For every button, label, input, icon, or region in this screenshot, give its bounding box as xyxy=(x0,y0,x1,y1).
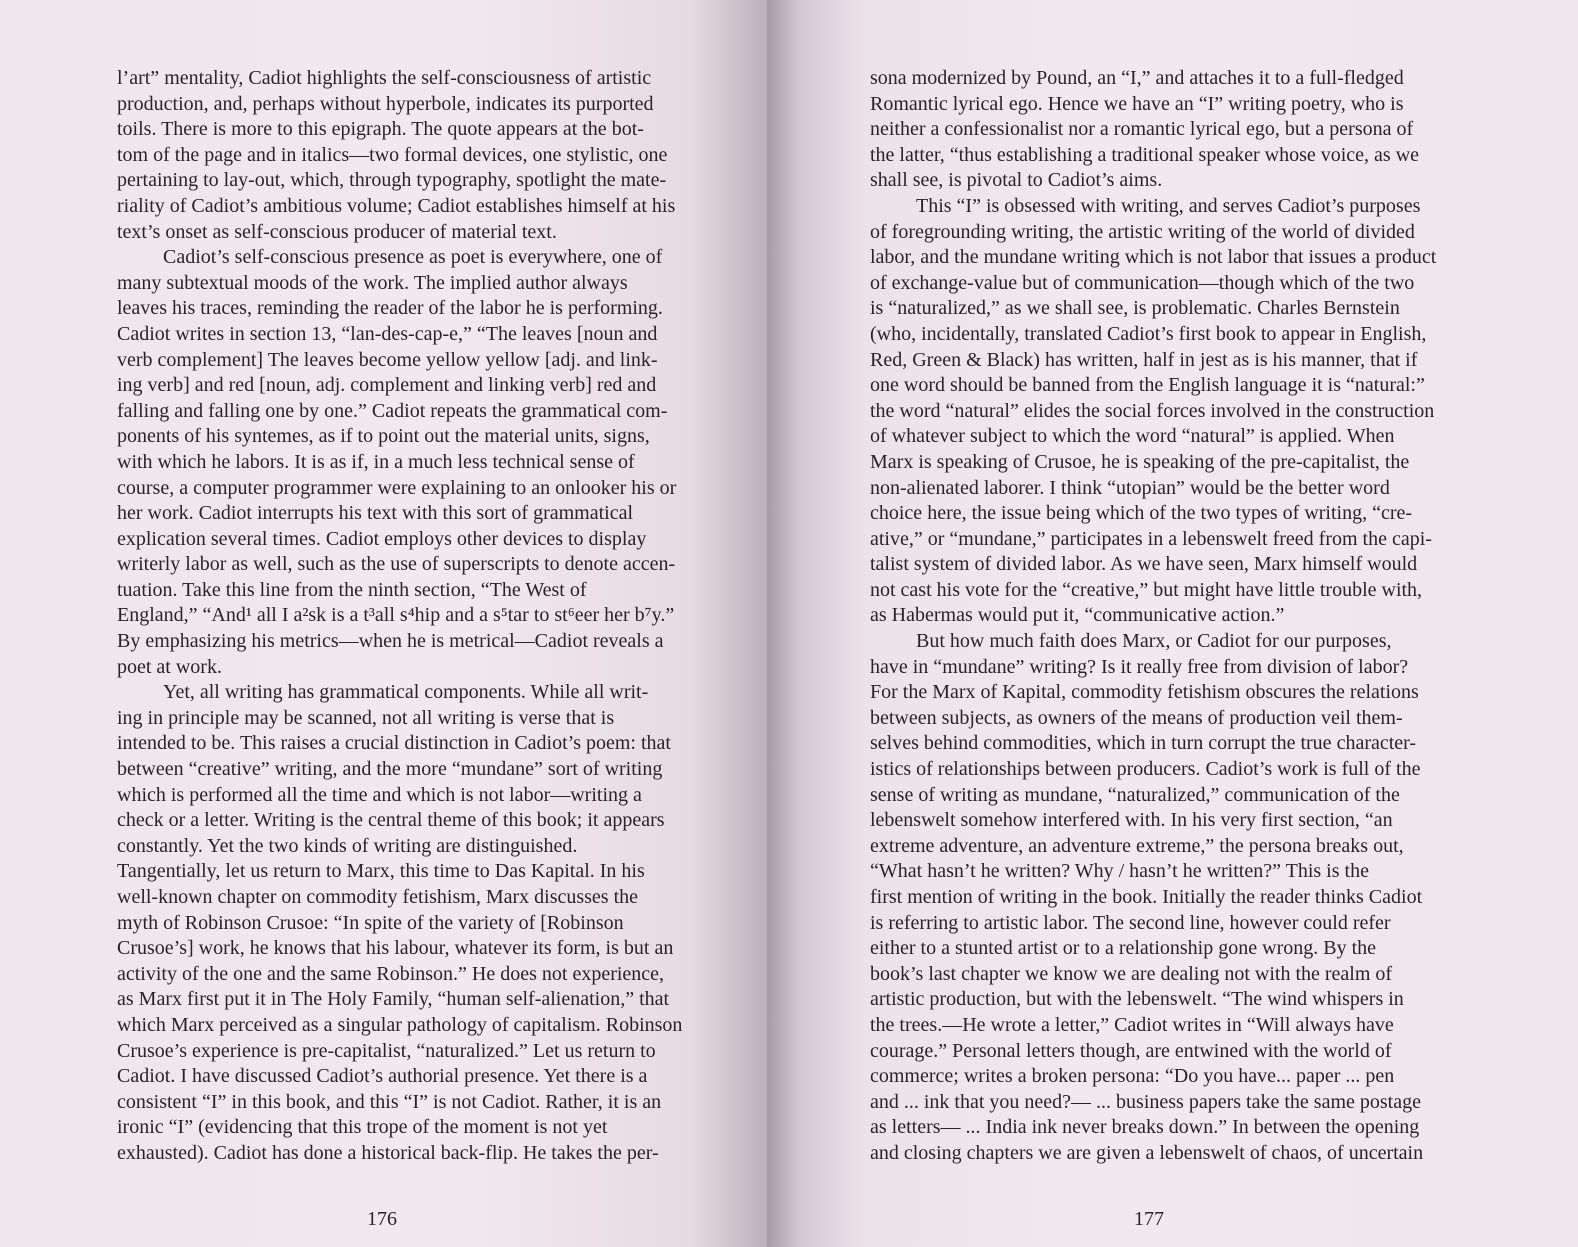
right-page xyxy=(767,0,1578,1247)
text-line: ative,” or “mundane,” participates in a lebenswelt freed from the capi- xyxy=(870,527,1432,550)
text-line: not cast his vote for the “creative,” but might have little trouble with, xyxy=(870,578,1423,601)
text-line: neither a confessionalist nor a romantic lyrical ego, but a persona of xyxy=(870,118,1414,141)
text-line: Cadiot. I have discussed Cadiot’s authorial presence. Yet there is a xyxy=(117,1065,648,1088)
text-line: as Marx first put it in The Holy Family, “human self-alienation,” that xyxy=(117,988,670,1011)
text-line: have in “mundane” writing? Is it really free from division of labor? xyxy=(870,655,1409,678)
text-line: ponents of his syntemes, as if to point out the material units, signs, xyxy=(117,425,650,448)
text-line: book’s last chapter we know we are dealing not with the realm of xyxy=(870,962,1393,985)
text-line: with which he labors. It is as if, in a much less technical sense of xyxy=(117,450,635,473)
text-line: well-known chapter on commodity fetishism, Marx discusses the xyxy=(117,886,639,908)
text-line: myth of Robinson Crusoe: “In spite of the variety of [Robinson xyxy=(117,911,624,934)
text-line: toils. There is more to this epigraph. The quote appears at the bot- xyxy=(117,118,644,141)
text-line: ing verb] and red [noun, adj. complement and linking verb] red and xyxy=(117,374,657,397)
text-line: Red, Green & Black) has written, half in jest as is his manner, that if xyxy=(870,348,1418,371)
text-line: is “naturalized,” as we shall see, is problematic. Charles Bernstein xyxy=(870,297,1400,320)
text-line: commerce; writes a broken persona: “Do you have... paper ... pen xyxy=(870,1065,1395,1088)
text-line: tom of the page and in italics—two formal devices, one stylistic, one xyxy=(117,143,668,166)
text-line: Tangentially, let us return to Marx, this time to Das Kapital. In his xyxy=(117,860,645,883)
text-line: between “creative” writing, and the more “mundane” sort of writing xyxy=(117,758,663,781)
text-line: of whatever subject to which the word “natural” is applied. When xyxy=(870,425,1395,448)
text-line: “What hasn’t he written? Why / hasn’t he written?” This is the xyxy=(870,860,1369,883)
text-line: production, and, perhaps without hyperbole, indicates its purported xyxy=(117,92,654,115)
text-line: verb complement] The leaves become yellow yellow [adj. and link- xyxy=(117,348,658,371)
text-line: By emphasizing his metrics—when he is metrical—Cadiot reveals a xyxy=(117,630,664,653)
text-line: Cadiot’s self-conscious presence as poet is everywhere, one of xyxy=(163,246,663,269)
text-line: many subtextual moods of the work. The implied author always xyxy=(117,271,628,294)
text-line: which is performed all the time and which is not labor—writing a xyxy=(117,783,642,806)
text-line: (who, incidentally, translated Cadiot’s first book to appear in English, xyxy=(870,322,1427,345)
text-line: But how much faith does Marx, or Cadiot for our purposes, xyxy=(916,630,1392,653)
text-line: England,” “And¹ all I a²sk is a t³all s⁴hip and a s⁵tar to st⁶eer her b⁷y.” xyxy=(117,604,675,627)
text-line: ironic “I” (evidencing that this trope of the moment is not yet xyxy=(117,1116,608,1139)
page-number-left: 176 xyxy=(367,1208,397,1230)
text-line: intended to be. This raises a crucial distinction in Cadiot’s poem: that xyxy=(117,732,671,755)
text-line: consistent “I” in this book, and this “I” is not Cadiot. Rather, it is an xyxy=(117,1090,662,1113)
text-line: selves behind commodities, which in turn corrupt the true character- xyxy=(870,732,1417,755)
text-line: either to a stunted artist or to a relationship gone wrong. By the xyxy=(870,937,1376,960)
text-line: riality of Cadiot’s ambitious volume; Cadiot establishes himself at his xyxy=(117,194,676,217)
text-line: Cadiot writes in section 13, “lan-des-cap-e,” “The leaves [noun and xyxy=(117,322,658,345)
text-line: Yet, all writing has grammatical components. While all writ- xyxy=(163,681,649,704)
text-line: poet at work. xyxy=(117,655,222,678)
text-line: leaves his traces, reminding the reader of the labor he is performing. xyxy=(117,297,663,320)
text-line: Crusoe’s] work, he knows that his labour, whatever its form, is but an xyxy=(117,937,674,960)
page-number-right: 177 xyxy=(1134,1208,1164,1230)
text-line: For the Marx of Kapital, commodity fetishism obscures the relations xyxy=(870,681,1419,704)
right-page-text xyxy=(870,66,1462,1167)
text-line: of foregrounding writing, the artistic writing of the world of divided xyxy=(870,220,1415,243)
text-line: as Habermas would put it, “communicative action.” xyxy=(870,604,1285,627)
text-line: first mention of writing in the book. Initially the reader thinks Cadiot xyxy=(870,886,1423,908)
text-line: lebenswelt somehow interfered with. In his very first section, “an xyxy=(870,809,1393,832)
text-line: as letters— ... India ink never breaks down.” In between the opening xyxy=(870,1116,1420,1139)
text-line: her work. Cadiot interrupts his text with this sort of grammatical xyxy=(117,502,634,525)
text-line: non-alienated laborer. I think “utopian” would be the better word xyxy=(870,476,1390,499)
text-line: l’art” mentality, Cadiot highlights the self-consciousness of artistic xyxy=(117,67,652,89)
text-line: labor, and the mundane writing which is not labor that issues a product xyxy=(870,246,1437,269)
text-line: between subjects, as owners of the means of production veil them- xyxy=(870,706,1403,729)
text-line: and closing chapters we are given a lebenswelt of chaos, of uncertain xyxy=(870,1141,1424,1164)
text-line: courage.” Personal letters though, are entwined with the world of xyxy=(870,1039,1392,1062)
text-line: artistic production, but with the lebenswelt. “The wind whispers in xyxy=(870,988,1404,1011)
text-line: the latter, “thus establishing a traditional speaker whose voice, as we xyxy=(870,143,1420,166)
text-line: explication several times. Cadiot employs other devices to display xyxy=(117,527,647,550)
text-line: falling and falling one by one.” Cadiot repeats the grammatical com- xyxy=(117,399,668,422)
text-line: one word should be banned from the English language it is “natural:” xyxy=(870,374,1425,397)
text-line: istics of relationships between producers. Cadiot’s work is full of the xyxy=(870,758,1421,781)
left-page xyxy=(0,0,767,1247)
text-line: is referring to artistic labor. The second line, however could refer xyxy=(870,911,1391,934)
text-line: which Marx perceived as a singular pathology of capitalism. Robinson xyxy=(117,1013,683,1036)
text-line: the trees.—He wrote a letter,” Cadiot writes in “Will always have xyxy=(870,1013,1394,1036)
text-line: constantly. Yet the two kinds of writing are distinguished. xyxy=(117,834,578,857)
text-line: of exchange-value but of communication—though which of the two xyxy=(870,271,1415,294)
text-line: sona modernized by Pound, an “I,” and attaches it to a full-fledged xyxy=(870,67,1404,89)
text-line: Marx is speaking of Crusoe, he is speaking of the pre-capitalist, the xyxy=(870,450,1410,473)
text-line: and ... ink that you need?— ... business papers take the same postage xyxy=(870,1090,1421,1113)
text-line: shall see, is pivotal to Cadiot’s aims. xyxy=(870,169,1163,192)
text-line: tuation. Take this line from the ninth section, “The West of xyxy=(117,578,587,601)
text-line: exhausted). Cadiot has done a historical back-flip. He takes the per- xyxy=(117,1141,659,1164)
text-line: pertaining to lay-out, which, through typography, spotlight the mate- xyxy=(117,169,667,192)
text-line: check or a letter. Writing is the central theme of this book; it appears xyxy=(117,809,665,832)
text-line: writerly labor as well, such as the use of superscripts to denote accen- xyxy=(117,553,676,576)
text-line: choice here, the issue being which of the two types of writing, “cre- xyxy=(870,502,1413,525)
text-line: This “I” is obsessed with writing, and serves Cadiot’s purposes xyxy=(916,194,1421,217)
text-line: the word “natural” elides the social forces involved in the construction xyxy=(870,399,1435,422)
text-line: sense of writing as mundane, “naturalized,” communication of the xyxy=(870,783,1400,806)
text-line: ing in principle may be scanned, not all writing is verse that is xyxy=(117,706,615,729)
text-line: extreme adventure, an adventure extreme,” the persona breaks out, xyxy=(870,834,1404,857)
text-line: activity of the one and the same Robinson.” He does not experience, xyxy=(117,962,665,985)
text-line: Crusoe’s experience is pre-capitalist, “naturalized.” Let us return to xyxy=(117,1039,656,1062)
text-line: text’s onset as self-conscious producer of material text. xyxy=(117,220,557,243)
text-line: talist system of divided labor. As we have seen, Marx himself would xyxy=(870,553,1418,576)
text-line: course, a computer programmer were explaining to an onlooker his or xyxy=(117,476,677,499)
text-line: Romantic lyrical ego. Hence we have an “I” writing poetry, who is xyxy=(870,92,1404,115)
left-page-text xyxy=(117,66,683,1167)
